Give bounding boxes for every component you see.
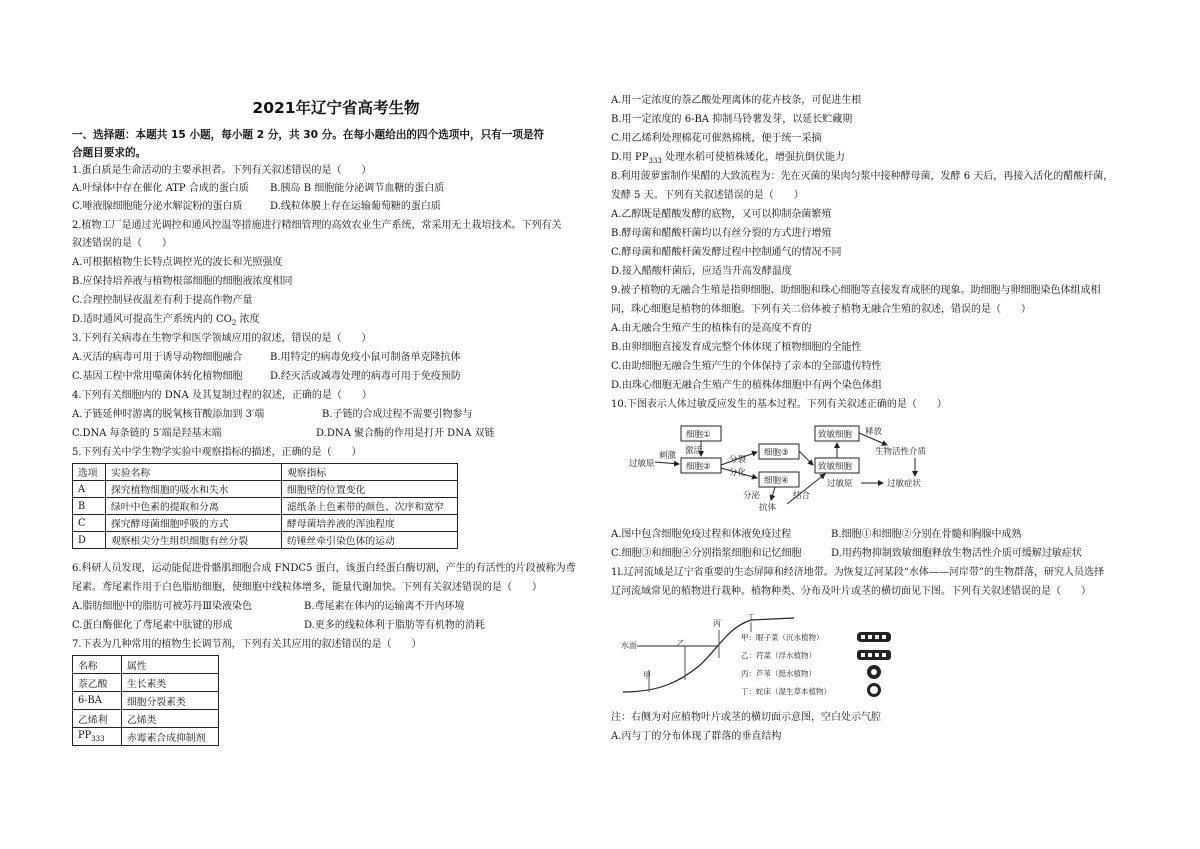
section-heading-line2: 合题目要求的。 xyxy=(72,147,147,159)
table-cell: A xyxy=(73,481,106,498)
header-cell: 属性 xyxy=(122,656,219,674)
label-cell-4: 细胞④ xyxy=(764,476,789,486)
table-row xyxy=(73,498,458,515)
q2-option-a: A.可根据植物生长特点调控光的波长和光照强度 xyxy=(72,257,283,268)
section-heading-line1: 一、选择题：本题共 15 小题，每小题 2 分，共 30 分。在每小题给出的四个选项中，只有一项是符 xyxy=(72,129,545,141)
label-water-surface: 水面 xyxy=(621,641,637,650)
legend-jia: 甲：眼子菜（沉水植物） xyxy=(741,633,824,642)
q6-stem-line2: 尾素。鸢尾素作用于白色脂肪细胞，使细胞中线粒体增多，能量代谢加快。下列有关叙述错误的是（ ） xyxy=(72,582,542,593)
q3-option-b: B.用特定的病毒免疫小鼠可制备单克隆抗体 xyxy=(270,352,461,363)
q7-table-header xyxy=(73,656,219,674)
label-cell-2: 细胞② xyxy=(686,462,711,472)
arrow-stimulate xyxy=(655,462,679,464)
arrow-to-sensitized xyxy=(799,451,813,465)
label-sensitized-cell-bottom: 致敏细胞 xyxy=(818,462,853,472)
q6-option-c: C.蛋白酶催化了鸢尾素中肽键的形成 xyxy=(72,620,233,631)
q8-option-d: D.接入醋酸杆菌后，应适当升高发酵温度 xyxy=(611,266,792,277)
q10-option-c: C.细胞③和细胞④分别指浆细胞和记忆细胞 xyxy=(611,548,802,559)
q9-stem-line2: 同，珠心细胞是植物的体细胞。下列有关二倍体被子植物无融合生殖的叙述，错误的是（ ） xyxy=(611,304,1031,315)
q6-option-d: D.更多的线粒体利于脂肪等有机物的消耗 xyxy=(304,620,485,631)
label-release: 释放 xyxy=(865,427,883,437)
q8-stem-line1: 8.利用菠萝蜜制作果醋的大致流程为：先在灭菌的果肉匀浆中接种酵母菌，发酵 6 天后，再接入活化的醋酸杆菌， xyxy=(611,171,1114,182)
label-bind: 结合 xyxy=(793,491,811,501)
q3-option-c: C.基因工程中常用噬菌体转化植物细胞 xyxy=(72,371,243,382)
table-cell: $PP_{333}$ xyxy=(73,728,122,746)
legend-ding: 丁：蛇床（湿生草本植物） xyxy=(741,687,831,696)
q7-stem: 7.下表为几种常用的植物生长调节剂，下列有关其应用的叙述错误的是（ ） xyxy=(72,639,422,650)
header-cell: 名称 xyxy=(73,656,122,674)
label-yi: 乙 xyxy=(677,639,685,648)
table-cell: 乙烯类 xyxy=(122,710,219,728)
q1-option-d: D.线粒体膜上存在运输葡萄糖的蛋白质 xyxy=(270,201,441,212)
label-activate: 激活 xyxy=(685,446,703,456)
table-cell: 赤霉素合成抑制剂 xyxy=(122,728,219,746)
table-row xyxy=(73,692,219,710)
q11-option-a: A.丙与丁的分布体现了群落的垂直结构 xyxy=(611,731,782,742)
q9-option-b: B.由卵细胞直接发育成完整个体体现了植物细胞的全能性 xyxy=(611,342,862,353)
q7-option-b: B.用一定浓度的 6-BA 抑制马铃薯发芽，以延长贮藏期 xyxy=(611,114,853,125)
q8-option-a: A.乙醇既是醋酸发酵的底物，又可以抑制杂菌繁殖 xyxy=(611,209,832,220)
q2-option-b: B.应保持培养液与植物根部细胞的细胞液浓度相同 xyxy=(72,276,293,287)
q11-figure-note: 注：右侧为对应植物叶片或茎的横切面示意图，空白处示气腔 xyxy=(611,712,881,723)
label-sensitized-cell-top: 致敏细胞 xyxy=(818,430,853,440)
table-row xyxy=(73,515,458,532)
q8-option-b: B.酵母菌和醋酸杆菌均以有丝分裂的方式进行增殖 xyxy=(611,228,832,239)
q10-stem: 10.下图表示人体过敏反应发生的基本过程。下列有关叙述正确的是（ ） xyxy=(611,399,947,410)
table-cell: D xyxy=(73,532,106,549)
q6-stem-line1: 6.科研人员发现，运动能促进骨骼肌细胞合成 FNDC5 蛋白，该蛋白经蛋白酶切割，产生的有活性的片段被称为鸢 xyxy=(72,563,576,574)
q2-stem-line2: 叙述错误的是（ ） xyxy=(72,238,172,249)
label-cell-3: 细胞③ xyxy=(764,448,789,458)
label-cell-1: 细胞① xyxy=(686,430,711,440)
table-cell: 生长素类 xyxy=(122,674,219,692)
header-cell: 实验名称 xyxy=(106,464,282,481)
page-title: 2021年辽宁省高考生物 xyxy=(252,99,420,117)
table-row xyxy=(73,674,219,692)
table-cell: C xyxy=(73,515,106,532)
q3-stem: 3.下列有关病毒在生物学和医学领域应用的叙述，错误的是（ ） xyxy=(72,333,372,344)
table-cell: 酵母菌培养液的浑浊程度 xyxy=(282,515,458,532)
q10-option-a: A.图中包含细胞免疫过程和体液免疫过程 xyxy=(611,529,792,540)
table-cell: 纺锤丝牵引染色体的运动 xyxy=(282,532,458,549)
label-differentiate: 分化 xyxy=(729,468,747,478)
q2-stem-line1: 2.植物工厂是通过光调控和通风控温等措施进行精细管理的高效农业生产系统，常采用无土栽培技术。下列有关 xyxy=(72,220,562,231)
q11-stem-line2: 辽河流域常见的植物进行栽种。植物种类、分布及叶片或茎的横切面见下图。下列有关叙述错误的是（ ） xyxy=(611,586,1091,597)
q4-option-b: B.子链的合成过程不需要引物参与 xyxy=(322,409,473,420)
q4-option-a: A.子链延伸时游离的脱氧核苷酸添加到 3′端 xyxy=(72,409,265,420)
q1-option-c: C.唾液腺细胞能分泌水解淀粉的蛋白质 xyxy=(72,201,243,212)
table-row xyxy=(73,481,458,498)
table-cell: 细胞壁的位置变化 xyxy=(282,481,458,498)
q1-stem: 1.蛋白质是生命活动的主要承担者。下列有关叙述错误的是（ ） xyxy=(72,165,372,176)
table-cell: 萘乙酸 xyxy=(73,674,122,692)
q7-option-d: D.用 $PP_{333}$ 处理水稻可使植株矮化，增强抗倒伏能力 xyxy=(611,152,846,165)
q4-option-d: D.DNA 聚合酶的作用是打开 DNA 双链 xyxy=(316,428,495,439)
q9-stem-line1: 9.被子植物的无融合生殖是指卵细胞、助细胞和珠心细胞等直接发育成胚的现象。助细胞与卵细胞染色体组成相 xyxy=(611,285,1101,296)
q3-option-d: D.经灭活或减毒处理的病毒可用于免疫预防 xyxy=(270,371,461,382)
table-cell: 探究酵母菌细胞呼吸的方式 xyxy=(106,515,282,532)
q7-table xyxy=(72,655,219,746)
q5-stem: 5.下列有关中学生物学实验中观察指标的描述，正确的是（ ） xyxy=(72,447,362,458)
table-row xyxy=(73,532,458,549)
table-cell: 观察根尖分生组织细胞有丝分裂 xyxy=(106,532,282,549)
q10-option-b: B.细胞①和细胞②分别在骨髓和胸腺中成熟 xyxy=(831,529,1022,540)
legend-bing: 丙：芦苇（挺水植物） xyxy=(741,669,816,678)
q7-option-a: A.用一定浓度的萘乙酸处理离体的花卉枝条，可促进生根 xyxy=(611,95,862,106)
label-split: 分裂 xyxy=(729,455,747,465)
header-cell: 观察指标 xyxy=(282,464,458,481)
label-jia: 甲 xyxy=(643,671,651,680)
table-cell: 滤纸条上色素带的颜色、次序和宽窄 xyxy=(282,498,458,515)
q10-allergy-diagram xyxy=(625,418,965,514)
q4-option-c: C.DNA 每条链的 5′端是羟基末端 xyxy=(72,428,222,439)
table-cell: 6-BA xyxy=(73,692,122,710)
q11-stem-line1: 1l.辽河流域是辽宁省重要的生态屏障和经济地带。为恢复辽河某段“水体——河岸带”的生物群落，研究人员选择 xyxy=(611,567,1104,578)
label-stimulate: 刺激 xyxy=(659,451,677,461)
q4-stem: 4.下列有关细胞内的 DNA 及其复制过程的叙述，正确的是（ ） xyxy=(72,390,372,401)
q9-option-c: C.由助细胞无融合生殖产生的个体保持了亲本的全部遗传特性 xyxy=(611,361,882,372)
q7-option-c: C.用乙烯利处理棉花可催熟棉桃，便于统一采摘 xyxy=(611,133,822,144)
table-cell: B xyxy=(73,498,106,515)
q5-table-header xyxy=(73,464,458,481)
table-cell: 绿叶中色素的提取和分离 xyxy=(106,498,282,515)
q1-option-a: A.叶绿体中存在催化 ATP 合成的蛋白质 xyxy=(72,183,249,194)
q6-option-b: B.鸢尾素在体内的运输离不开内环境 xyxy=(304,601,465,612)
legend-yi: 乙：荇菜（浮水植物） xyxy=(741,651,816,660)
q11-plant-distribution-figure xyxy=(619,606,909,704)
q1-option-b: B.胰岛 B 细胞能分泌调节血糖的蛋白质 xyxy=(270,183,445,194)
q9-option-a: A.由无融合生殖产生的植株有的是高度不育的 xyxy=(611,323,812,334)
label-bing: 丙 xyxy=(713,619,721,628)
q10-option-d: D.用药物抑制致敏细胞释放生物活性介质可缓解过敏症状 xyxy=(831,548,1082,559)
q5-table xyxy=(72,463,458,549)
header-cell: 选项 xyxy=(73,464,106,481)
table-cell: 细胞分裂素类 xyxy=(122,692,219,710)
q2-option-d: D.适时通风可提高生产系统内的 $CO_2$ 浓度 xyxy=(72,314,260,327)
table-row xyxy=(73,710,219,728)
label-antibody: 抗体 xyxy=(759,503,777,513)
q2-option-c: C.合理控制昼夜温差有利于提高作物产量 xyxy=(72,295,253,306)
q6-option-a: A.脂肪细胞中的脂肪可被苏丹Ⅲ染液染色 xyxy=(72,601,253,612)
q8-stem-line2: 发酵 5 天。下列有关叙述错误的是（ ） xyxy=(611,190,804,201)
label-secrete: 分泌 xyxy=(743,491,761,501)
q8-option-c: C.酵母菌和醋酸杆菌发酵过程中控制通气的情况不同 xyxy=(611,247,842,258)
label-allergy-symptom: 过敏症状 xyxy=(887,479,922,489)
table-row xyxy=(73,728,219,746)
arrow-secrete xyxy=(771,487,775,500)
table-cell: 乙烯利 xyxy=(73,710,122,728)
label-allergen-second: 过敏原 xyxy=(827,479,853,489)
q3-option-a: A.灭活的病毒可用于诱导动物细胞融合 xyxy=(72,352,243,363)
label-allergen: 过敏原 xyxy=(629,459,655,469)
table-cell: 探究植物细胞的吸水和失水 xyxy=(106,481,282,498)
label-ding: 丁 xyxy=(747,613,755,622)
label-bioactive-mediator: 生物活性介质 xyxy=(875,447,927,457)
q9-option-d: D.由珠心细胞无融合生殖产生的植株体细胞中有两个染色体组 xyxy=(611,380,882,391)
